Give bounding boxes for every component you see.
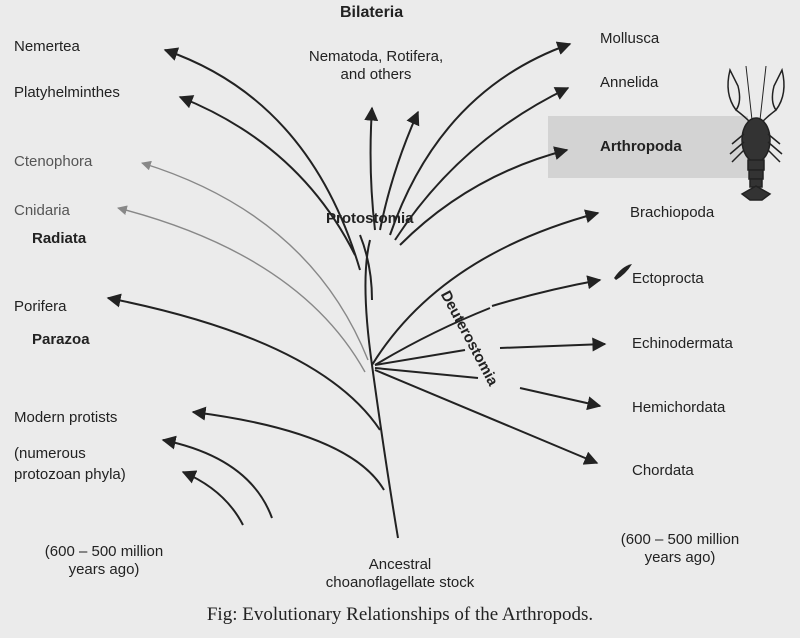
protostomia-label: Protostomia <box>326 210 414 227</box>
figure-caption: Fig: Evolutionary Relationships of the Arthropods. <box>206 604 594 625</box>
hemichordata-label: Hemichordata <box>632 399 726 416</box>
chordata-label: Chordata <box>632 462 694 479</box>
cnidaria-label: Cnidaria <box>14 202 70 219</box>
modern-protists-branch <box>193 412 384 490</box>
annelida-label: Annelida <box>600 74 659 91</box>
echinodermata-label: Echinodermata <box>632 335 733 352</box>
ctenophora-branch <box>142 163 368 360</box>
brachiopoda-label: Brachiopoda <box>630 204 715 221</box>
radiata-label: Radiata <box>32 230 87 247</box>
lobster-icon <box>722 64 790 204</box>
nemertea-label: Nemertea <box>14 38 80 55</box>
time-right: (600 – 500 million years ago) <box>620 531 740 566</box>
arthropoda-label: Arthropoda <box>600 138 682 155</box>
deuterostomia-label: Deuterostomia <box>436 288 502 389</box>
hemichordata-arrow <box>520 388 600 406</box>
protist-arrow-1 <box>183 472 243 525</box>
trunk-line <box>365 240 398 538</box>
modern-protists-label: Modern protists <box>14 409 118 426</box>
protist-note-line1: (numerous <box>14 445 86 462</box>
platyhelminthes-branch <box>180 97 355 255</box>
mollusca-label: Mollusca <box>600 30 660 47</box>
ancestral-label: Ancestral choanoflagellate stock <box>325 556 475 591</box>
platyhelminthes-label: Platyhelminthes <box>14 84 120 101</box>
annelida-branch <box>395 88 568 240</box>
protist-note-line2: protozoan phyla) <box>14 466 126 483</box>
porifera-label: Porifera <box>14 298 67 315</box>
time-left: (600 – 500 million years ago) <box>44 543 164 578</box>
cnidaria-branch <box>118 208 365 372</box>
ctenophora-label: Ctenophora <box>14 153 93 170</box>
nematoda-label: Nematoda, Rotifera, and others <box>308 48 444 83</box>
porifera-branch <box>108 298 380 430</box>
bilateria-label: Bilateria <box>340 4 404 21</box>
brachiopoda-branch <box>372 213 598 365</box>
protist-arrow-2 <box>163 440 272 518</box>
ectoprocta-label: Ectoprocta <box>632 270 704 287</box>
echinodermata-arrow <box>500 344 605 348</box>
ectoprocta-arrow <box>492 280 600 306</box>
parazoa-label: Parazoa <box>32 331 90 348</box>
